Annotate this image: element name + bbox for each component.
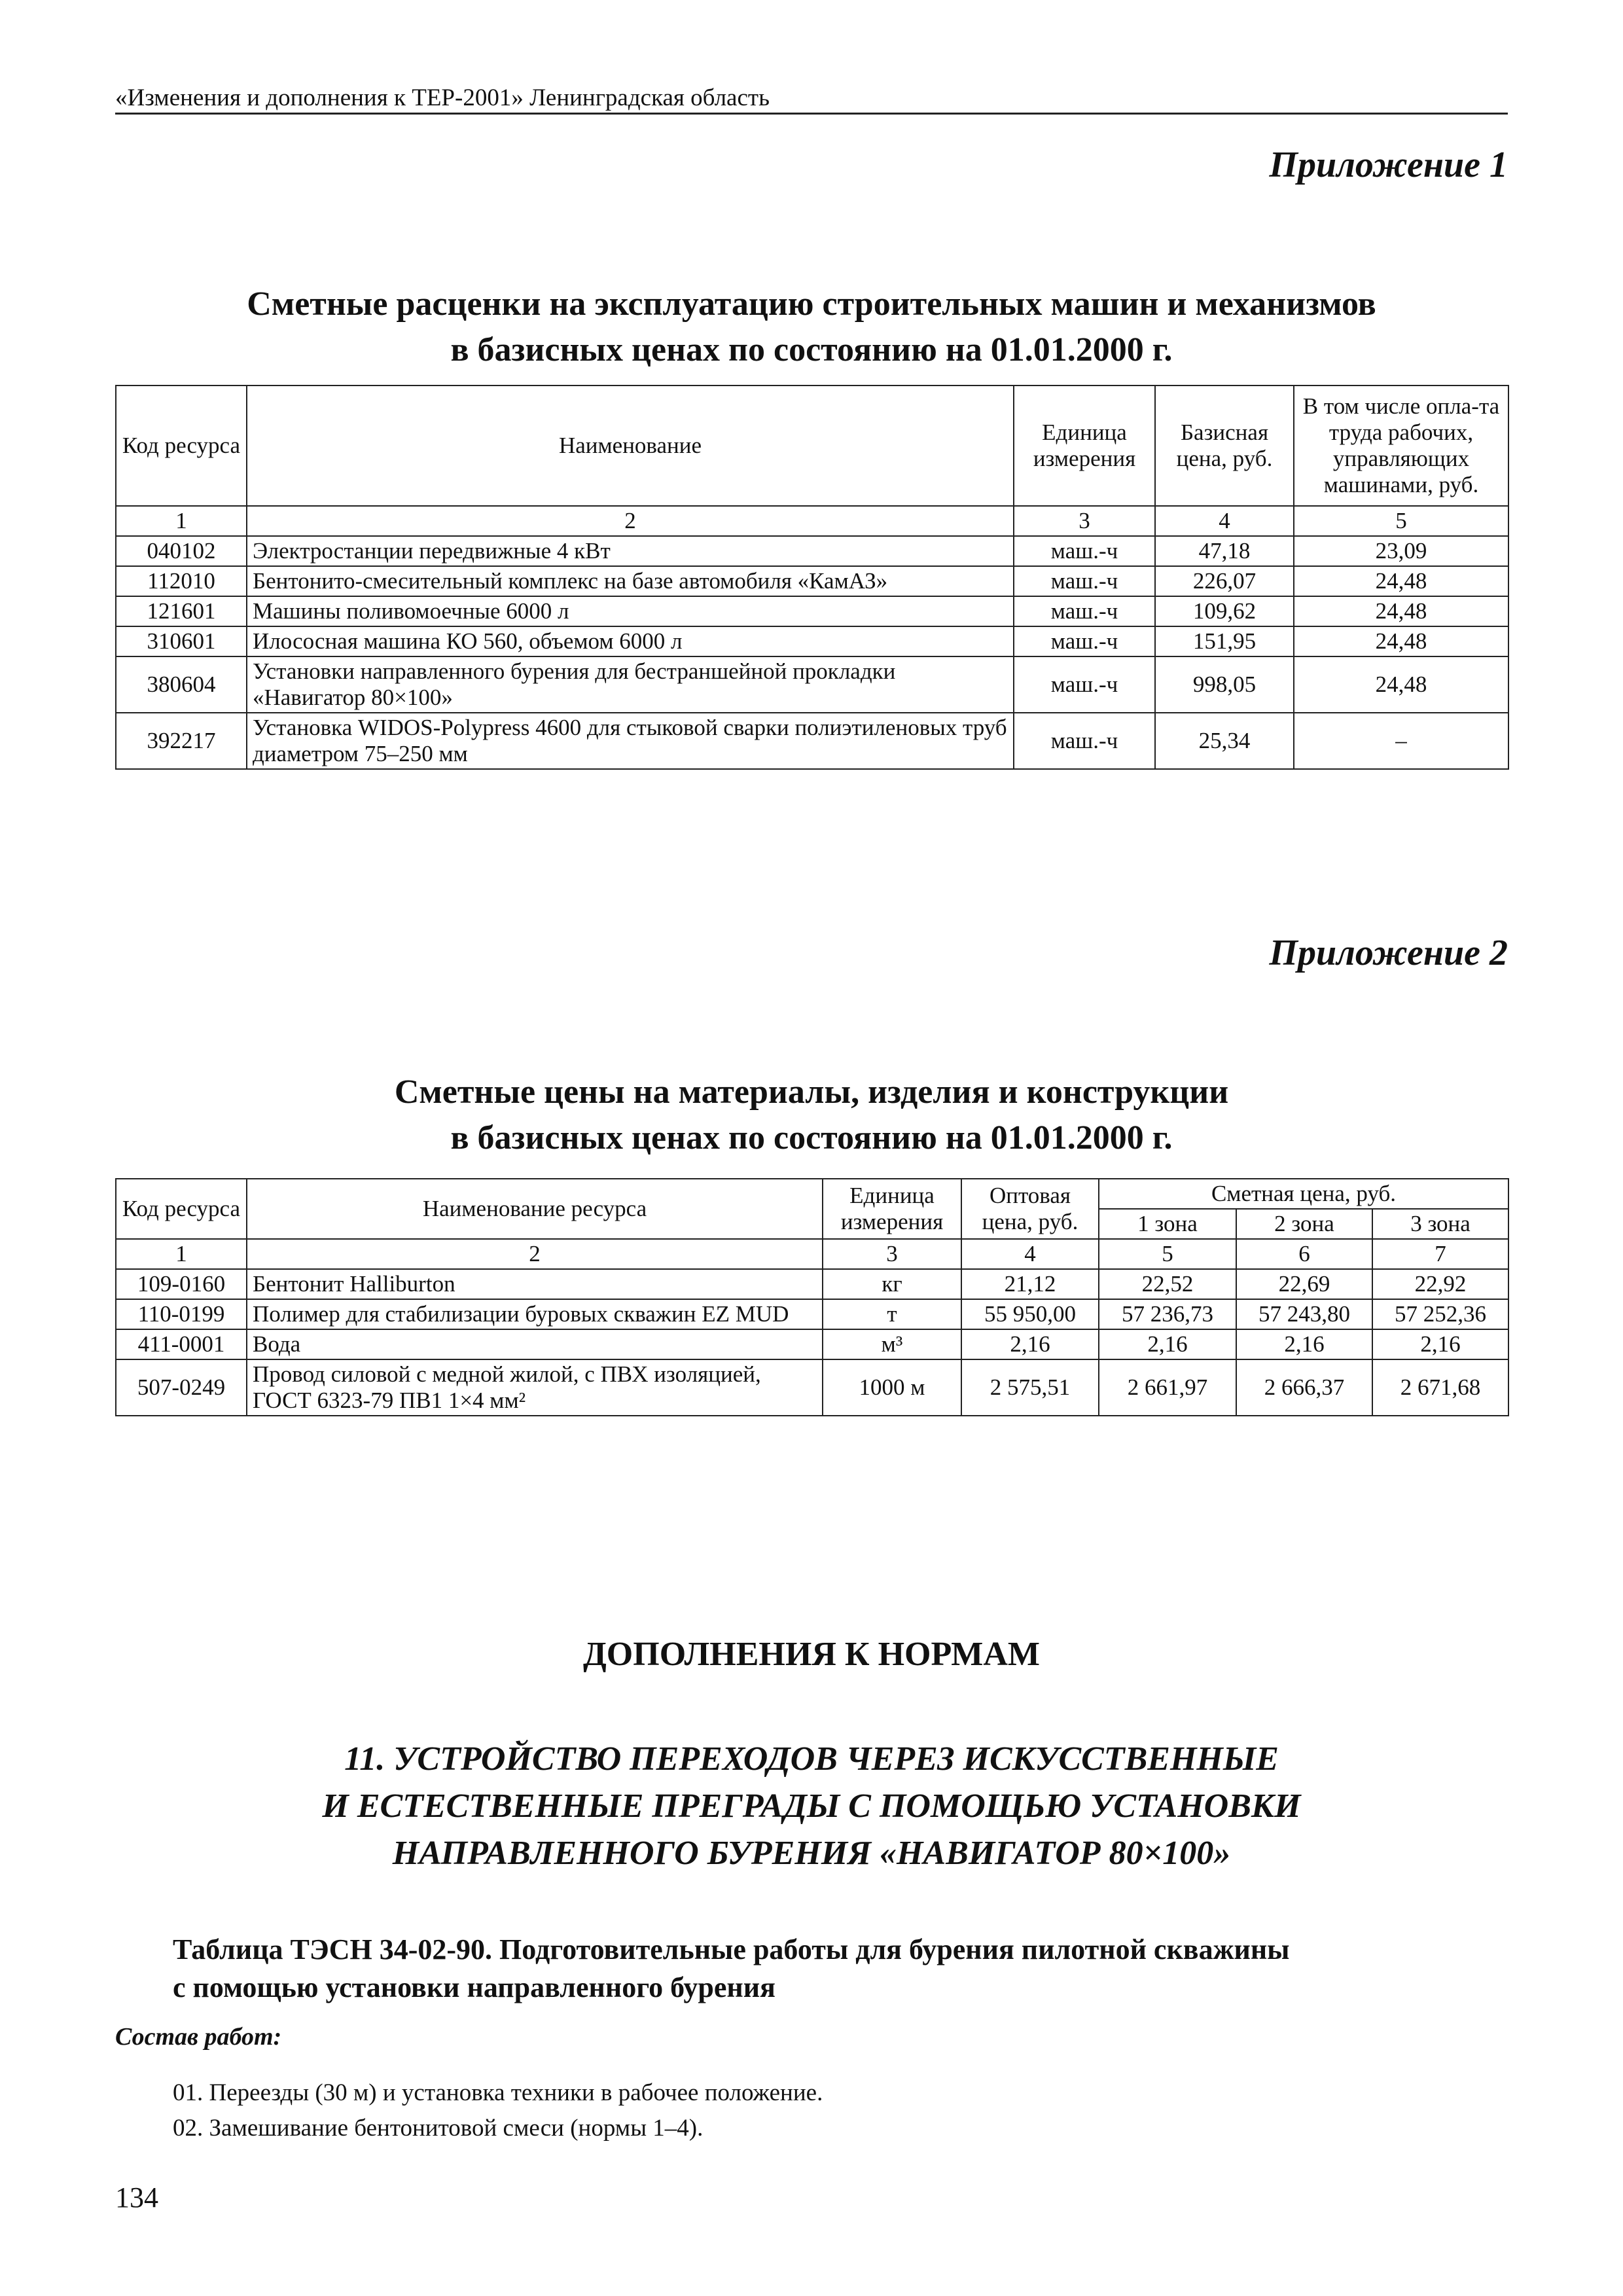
- resource-name: Илососная машина КО 560, объемом 6000 л: [247, 626, 1014, 656]
- header-unit: Единица измерения: [1014, 386, 1155, 506]
- material-wholesale: 2,16: [961, 1329, 1099, 1359]
- work-item: 01. Переезды (30 м) и установка техники в рабочее положение.: [173, 2079, 823, 2106]
- appendix-2-label: Приложение 2: [1269, 933, 1508, 973]
- header-estimate: Сметная цена, руб.: [1099, 1179, 1508, 1209]
- material-wholesale: 21,12: [961, 1269, 1099, 1299]
- table-row: [116, 536, 1508, 566]
- colnum: 4: [1155, 506, 1294, 536]
- colnum: 2: [247, 506, 1014, 536]
- resource-price: 25,34: [1155, 713, 1294, 769]
- machines-table: [115, 385, 1509, 770]
- material-code: 411-0001: [116, 1329, 247, 1359]
- resource-code: 392217: [116, 713, 247, 769]
- running-header: «Изменения и дополнения к ТЕР-2001» Ленинградская область: [115, 84, 770, 111]
- section-11-title: [115, 1736, 1508, 1877]
- material-zone3: 2 671,68: [1372, 1359, 1508, 1416]
- header-code: Код ресурса: [116, 1179, 247, 1239]
- appendix-1-title-line1: Сметные расценки на эксплуатацию строительных машин и механизмов: [247, 285, 1376, 323]
- colnum: 5: [1294, 506, 1508, 536]
- machines-colnum-row: [116, 506, 1508, 536]
- resource-name: Электростанции передвижные 4 кВт: [247, 536, 1014, 566]
- header-rule: [115, 113, 1508, 115]
- section-11-line2: И ЕСТЕСТВЕННЫЕ ПРЕГРАДЫ С ПОМОЩЬЮ УСТАНОВКИ: [322, 1787, 1301, 1825]
- material-zone1: 2,16: [1099, 1329, 1236, 1359]
- resource-code: 121601: [116, 596, 247, 626]
- resource-price: 151,95: [1155, 626, 1294, 656]
- additions-heading: ДОПОЛНЕНИЯ К НОРМАМ: [583, 1636, 1040, 1673]
- resource-unit: маш.-ч: [1014, 713, 1155, 769]
- resource-name: Машины поливомоечные 6000 л: [247, 596, 1014, 626]
- colnum: 3: [1014, 506, 1155, 536]
- colnum: 7: [1372, 1239, 1508, 1269]
- colnum: 5: [1099, 1239, 1236, 1269]
- material-code: 507-0249: [116, 1359, 247, 1416]
- material-zone1: 57 236,73: [1099, 1299, 1236, 1329]
- material-zone3: 22,92: [1372, 1269, 1508, 1299]
- header-zone2: 2 зона: [1236, 1209, 1372, 1239]
- tesn-title-line1: Таблица ТЭСН 34-02-90. Подготовительные работы для бурения пилотной скважины: [173, 1933, 1290, 1965]
- header-price: Базисная цена, руб.: [1155, 386, 1294, 506]
- resource-unit: маш.-ч: [1014, 536, 1155, 566]
- section-11-line1: 11. УСТРОЙСТВО ПЕРЕХОДОВ ЧЕРЕЗ ИСКУССТВЕННЫЕ: [344, 1740, 1279, 1778]
- resource-price: 998,05: [1155, 656, 1294, 713]
- material-wholesale: 2 575,51: [961, 1359, 1099, 1416]
- colnum: 4: [961, 1239, 1099, 1269]
- materials-colnum-row: [116, 1239, 1508, 1269]
- resource-code: 040102: [116, 536, 247, 566]
- resource-name: Бентонито-смесительный комплекс на базе автомобиля «КамАЗ»: [247, 566, 1014, 596]
- colnum: 1: [116, 1239, 247, 1269]
- appendix-1-title-line2: в базисных ценах по состоянию на 01.01.2000 г.: [450, 331, 1173, 368]
- table-row: [116, 566, 1508, 596]
- colnum: 1: [116, 506, 247, 536]
- header-name: Наименование: [247, 386, 1014, 506]
- header-code: Код ресурса: [116, 386, 247, 506]
- material-zone2: 2 666,37: [1236, 1359, 1372, 1416]
- header-unit: Единица измерения: [823, 1179, 961, 1239]
- table-row: [116, 656, 1508, 713]
- table-row: [116, 626, 1508, 656]
- table-row: [116, 713, 1508, 769]
- material-zone3: 57 252,36: [1372, 1299, 1508, 1329]
- material-zone2: 22,69: [1236, 1269, 1372, 1299]
- material-zone1: 2 661,97: [1099, 1359, 1236, 1416]
- table-row: [116, 1269, 1508, 1299]
- material-unit: 1000 м: [823, 1359, 961, 1416]
- resource-code: 310601: [116, 626, 247, 656]
- material-name: Полимер для стабилизации буровых скважин EZ MUD: [247, 1299, 823, 1329]
- composition-title: Состав работ:: [115, 2023, 282, 2051]
- appendix-1-label: Приложение 1: [1269, 145, 1508, 185]
- table-row: [116, 1299, 1508, 1329]
- material-zone3: 2,16: [1372, 1329, 1508, 1359]
- resource-labor: 24,48: [1294, 566, 1508, 596]
- resource-labor: –: [1294, 713, 1508, 769]
- material-name: Провод силовой с медной жилой, с ПВХ изоляцией, ГОСТ 6323-79 ПВ1 1×4 мм²: [247, 1359, 823, 1416]
- material-unit: т: [823, 1299, 961, 1329]
- appendix-2-title-line1: Сметные цены на материалы, изделия и конструкции: [394, 1073, 1229, 1111]
- material-unit: м³: [823, 1329, 961, 1359]
- material-code: 110-0199: [116, 1299, 247, 1329]
- header-labor: В том числе опла-та труда рабочих, управляющих машинами, руб.: [1294, 386, 1508, 506]
- page-number: 134: [115, 2181, 158, 2214]
- appendix-2-title-line2: в базисных ценах по состоянию на 01.01.2000 г.: [450, 1119, 1173, 1157]
- material-unit: кг: [823, 1269, 961, 1299]
- colnum: 2: [247, 1239, 823, 1269]
- work-item: 02. Замешивание бентонитовой смеси (нормы 1–4).: [173, 2115, 704, 2142]
- table-row: [116, 1359, 1508, 1416]
- tesn-table-title: [173, 1931, 1482, 2007]
- tesn-title-line2: с помощью установки направленного бурения: [173, 1971, 776, 2003]
- colnum: 3: [823, 1239, 961, 1269]
- material-wholesale: 55 950,00: [961, 1299, 1099, 1329]
- resource-name: Установка WIDOS-Polypress 4600 для стыковой сварки полиэтиленовых труб диаметром 75–250 мм: [247, 713, 1014, 769]
- section-11-line3: НАПРАВЛЕННОГО БУРЕНИЯ «НАВИГАТОР 80×100»: [392, 1835, 1231, 1872]
- header-zone3: 3 зона: [1372, 1209, 1508, 1239]
- colnum: 6: [1236, 1239, 1372, 1269]
- material-name: Вода: [247, 1329, 823, 1359]
- materials-header-row: [116, 1179, 1508, 1209]
- appendix-2-title: [115, 1069, 1508, 1161]
- resource-price: 47,18: [1155, 536, 1294, 566]
- header-name: Наименование ресурса: [247, 1179, 823, 1239]
- resource-labor: 24,48: [1294, 656, 1508, 713]
- resource-unit: маш.-ч: [1014, 566, 1155, 596]
- materials-table: [115, 1178, 1509, 1416]
- resource-labor: 24,48: [1294, 626, 1508, 656]
- appendix-1-title: [115, 281, 1508, 373]
- resource-name: Установки направленного бурения для бестраншейной прокладки «Навигатор 80×100»: [247, 656, 1014, 713]
- material-zone2: 2,16: [1236, 1329, 1372, 1359]
- material-code: 109-0160: [116, 1269, 247, 1299]
- resource-unit: маш.-ч: [1014, 596, 1155, 626]
- resource-unit: маш.-ч: [1014, 626, 1155, 656]
- resource-labor: 23,09: [1294, 536, 1508, 566]
- header-wholesale: Оптовая цена, руб.: [961, 1179, 1099, 1239]
- table-row: [116, 596, 1508, 626]
- resource-code: 112010: [116, 566, 247, 596]
- material-name: Бентонит Halliburton: [247, 1269, 823, 1299]
- resource-price: 226,07: [1155, 566, 1294, 596]
- table-row: [116, 1329, 1508, 1359]
- machines-header-row: [116, 386, 1508, 506]
- resource-price: 109,62: [1155, 596, 1294, 626]
- resource-code: 380604: [116, 656, 247, 713]
- material-zone2: 57 243,80: [1236, 1299, 1372, 1329]
- resource-unit: маш.-ч: [1014, 656, 1155, 713]
- material-zone1: 22,52: [1099, 1269, 1236, 1299]
- resource-labor: 24,48: [1294, 596, 1508, 626]
- header-zone1: 1 зона: [1099, 1209, 1236, 1239]
